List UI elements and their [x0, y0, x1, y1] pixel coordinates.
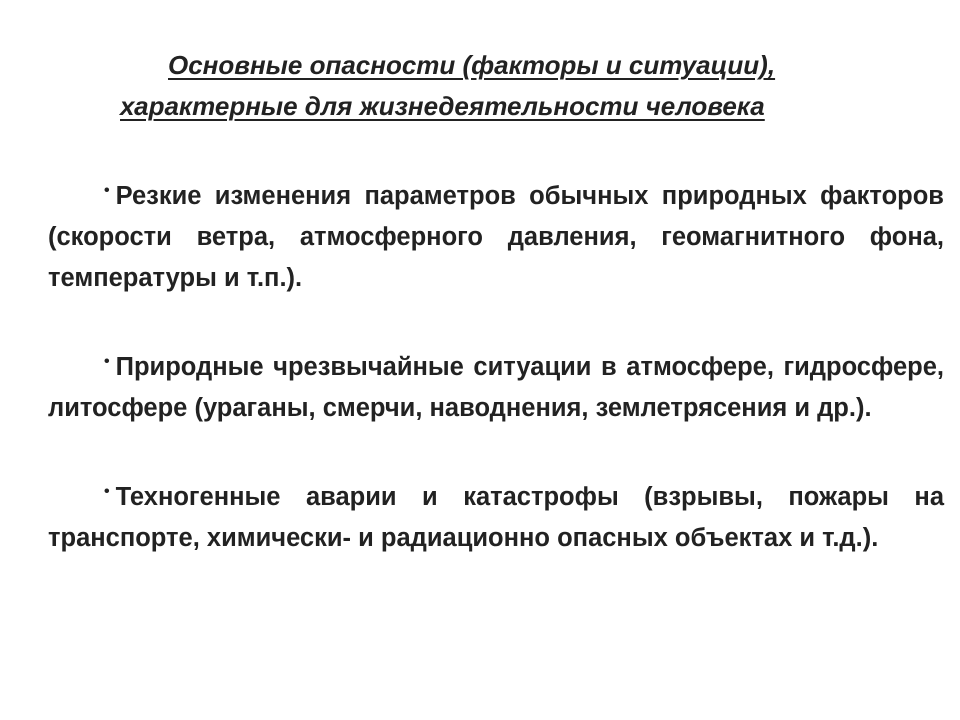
bullet-item-technogenic-accidents — [48, 471, 944, 559]
bullet-icon: • — [104, 353, 110, 370]
bullet-icon: • — [104, 483, 110, 500]
bullet-text: Резкие изменения параметров обычных природных факторов (скорости ветра, атмосферного давления, геомагнитного фона, температуры и т.п.). — [48, 182, 944, 292]
bullet-list — [48, 170, 944, 601]
slide-title-line-2: характерные для жизнедеятельности человека — [120, 91, 765, 121]
slide-title-line-1: Основные опасности (факторы и ситуации), — [168, 50, 776, 80]
bullet-text: Природные чрезвычайные ситуации в атмосфере, гидросфере, литосфере (ураганы, смерчи, наводнения, землетрясения и др.). — [48, 353, 944, 422]
bullet-item-natural-factors — [48, 170, 944, 299]
bullet-text: Техногенные аварии и катастрофы (взрывы, пожары на транспорте, химически- и радиационно опасных объектах и т.д.). — [48, 483, 944, 552]
bullet-item-natural-emergencies — [48, 341, 944, 429]
bullet-icon: • — [104, 182, 110, 199]
